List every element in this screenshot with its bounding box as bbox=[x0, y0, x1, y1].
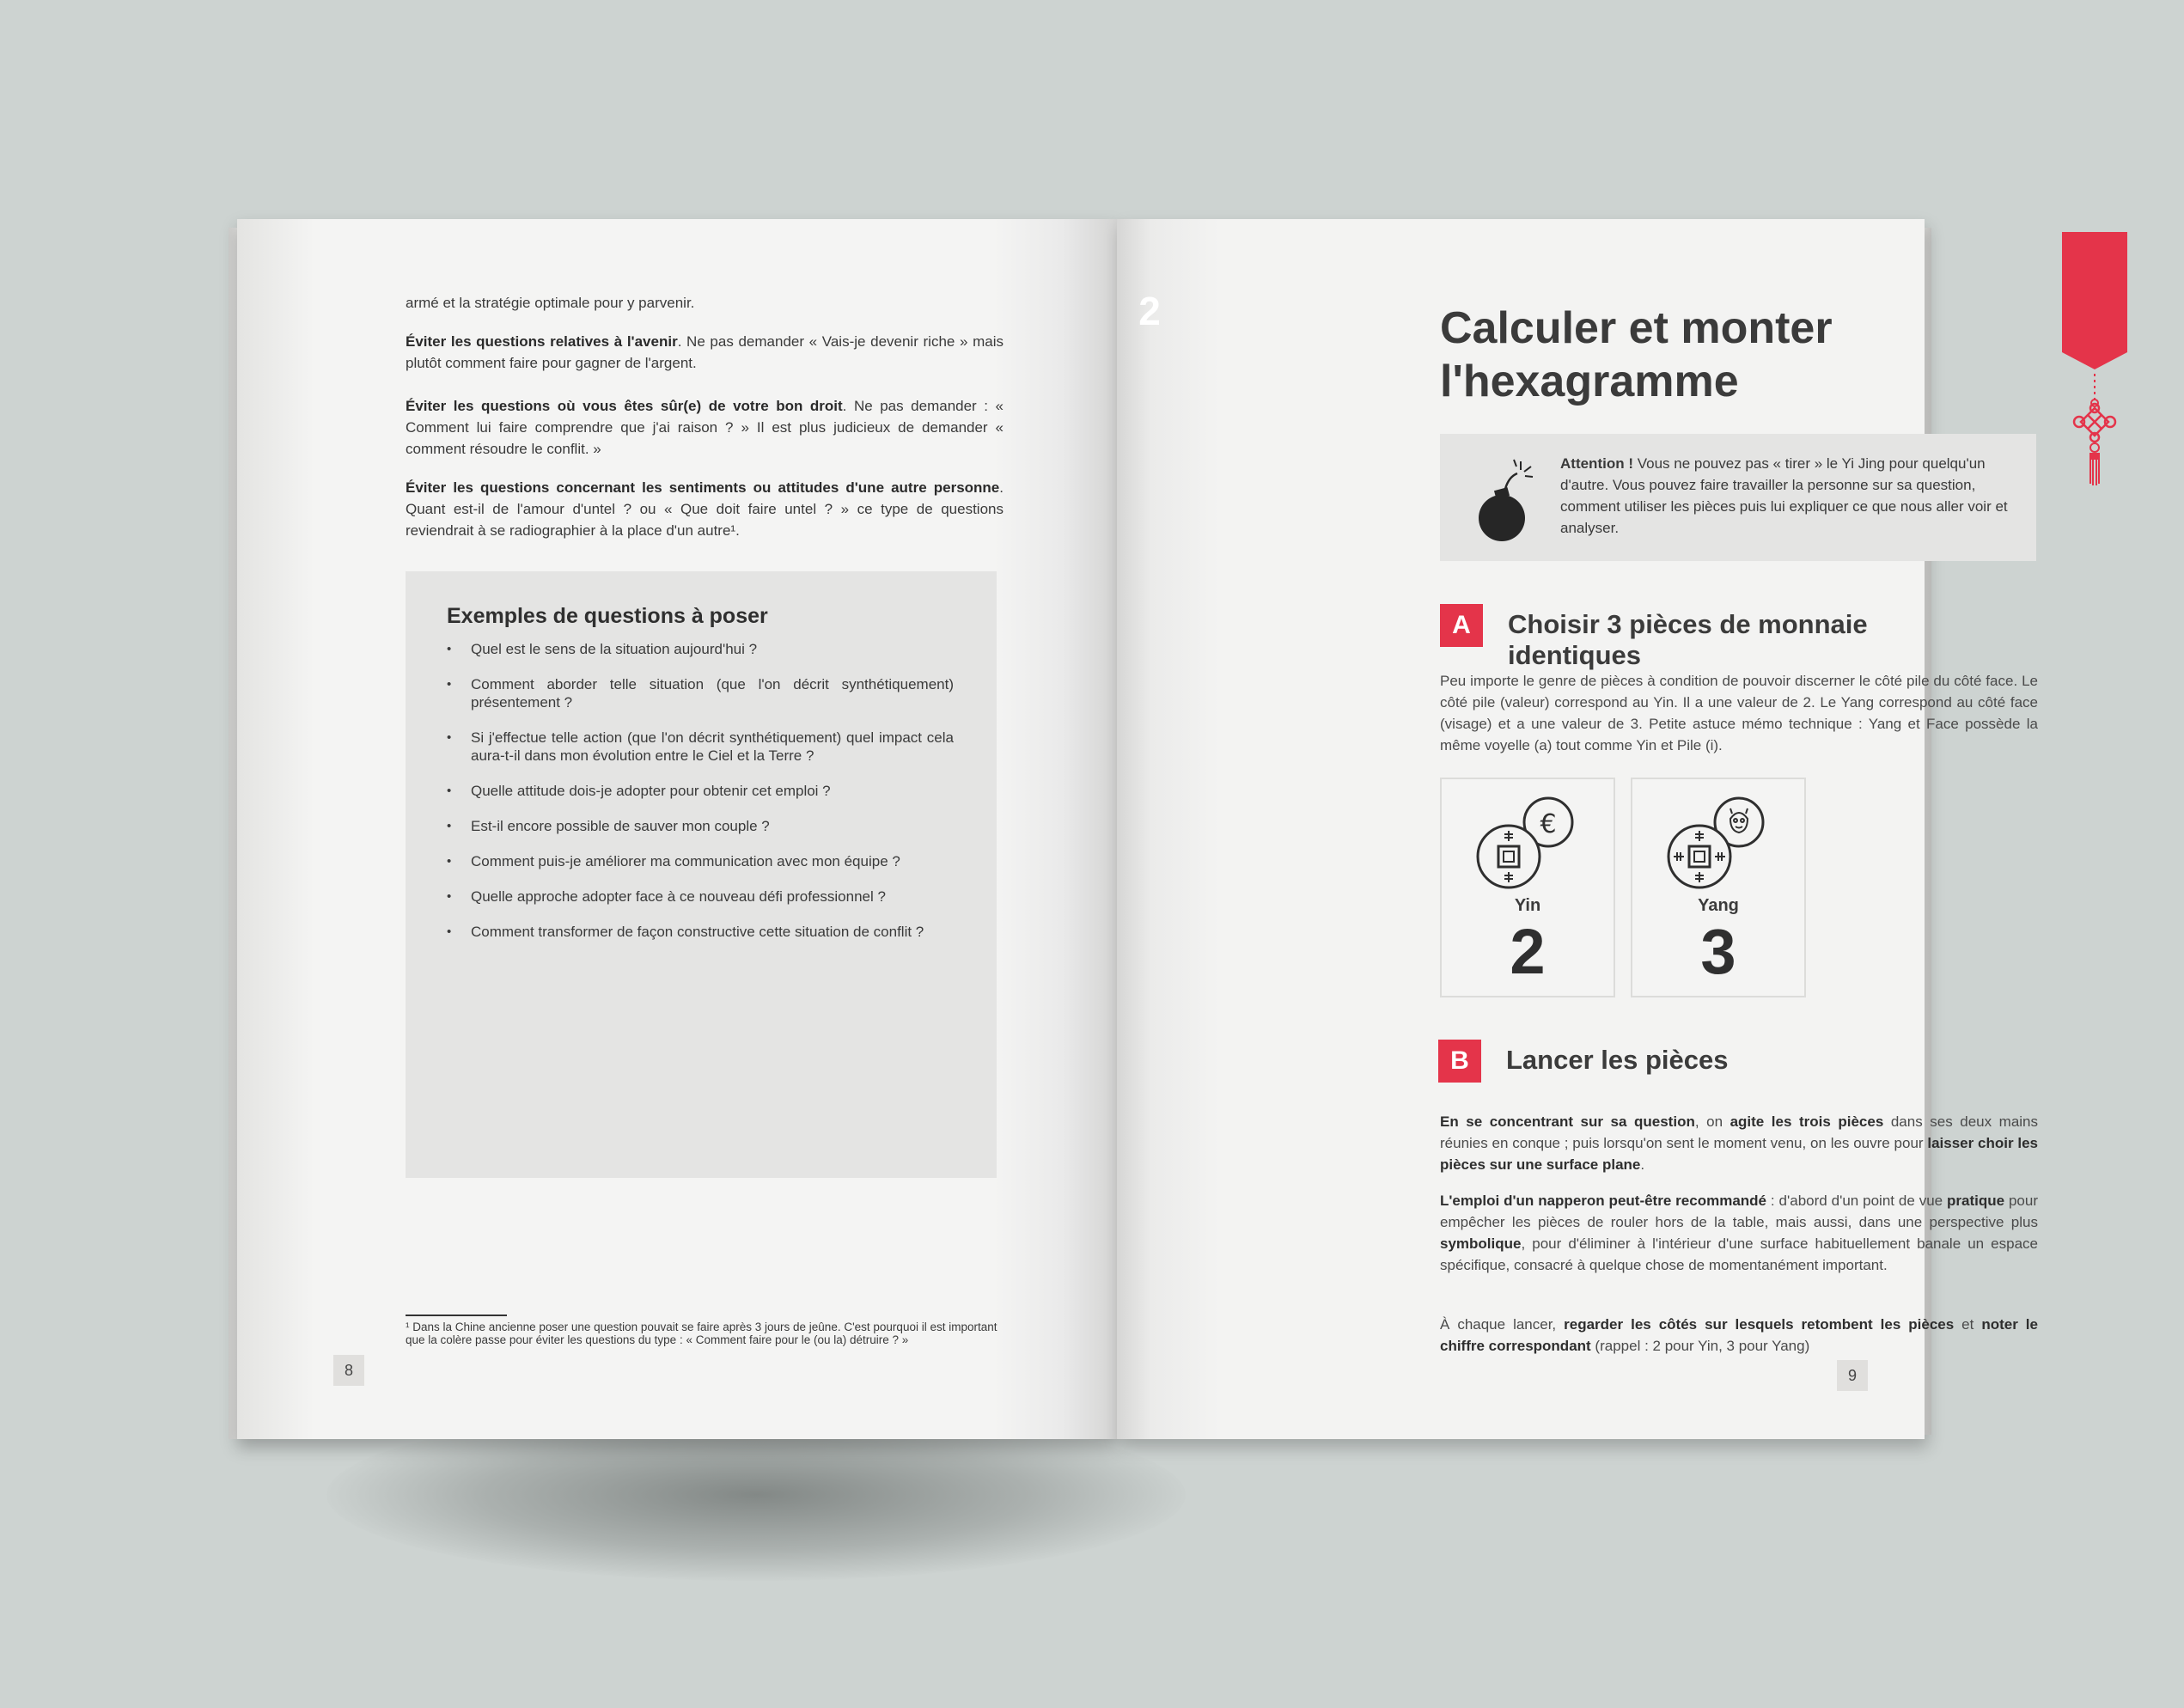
paragraph-avenir-text: . Ne pas demander « Vais-je devenir riche » mais plutôt comment faire pour gagner de l'argent. bbox=[406, 333, 1004, 371]
coin-card-yang bbox=[1631, 778, 1806, 997]
list-item-text: Comment aborder telle situation (que l'on décrit synthétiquement) présentement ? bbox=[471, 676, 954, 711]
attention-label: Attention ! bbox=[1560, 455, 1633, 472]
bullet: • bbox=[447, 889, 452, 904]
open-book bbox=[237, 219, 2039, 1448]
paragraph-bon-droit bbox=[406, 395, 1004, 460]
text-run: pratique bbox=[1947, 1193, 2005, 1209]
section-a-title: Choisir 3 pièces de monnaie identiques bbox=[1508, 609, 1868, 670]
coin-card-yin bbox=[1440, 778, 1615, 997]
text-run: , pour d'éliminer à l'intérieur d'une surface habituellement banale un espace spécifique, consacré à quelque chose de momentanément important. bbox=[1440, 1235, 2038, 1273]
list-item-text: Quelle attitude dois-je adopter pour obtenir cet emploi ? bbox=[471, 783, 831, 799]
text-run: , on bbox=[1694, 1113, 1730, 1130]
paragraph-avenir-bold: Éviter les questions relatives à l'avenir bbox=[406, 333, 678, 350]
paragraph-sentiments-bold: Éviter les questions concernant les sentiments ou attitudes d'une autre personne bbox=[406, 479, 1000, 496]
paragraph-sentiments bbox=[406, 477, 1004, 541]
bullet: • bbox=[447, 677, 452, 692]
bomb-icon bbox=[1471, 454, 1540, 549]
list-item bbox=[447, 817, 954, 835]
coin-yang-value: 3 bbox=[1700, 916, 1736, 987]
bullet: • bbox=[447, 730, 452, 745]
text-run: : d'abord d'un point de vue bbox=[1766, 1193, 1948, 1209]
coin-yin-value: 2 bbox=[1510, 916, 1546, 987]
attention-box bbox=[1440, 434, 2036, 561]
chapter-ribbon bbox=[2062, 232, 2127, 369]
right-page bbox=[1117, 219, 2039, 1439]
examples-list bbox=[447, 640, 954, 958]
chapter-title-line1: Calculer et monter bbox=[1440, 303, 1833, 353]
bullet: • bbox=[447, 642, 452, 656]
list-item bbox=[447, 729, 954, 765]
list-item bbox=[447, 640, 954, 658]
section-b-paragraph-2 bbox=[1440, 1190, 2038, 1276]
chapter-number: 2 bbox=[1138, 289, 1161, 333]
section-b-badge: B bbox=[1438, 1040, 1481, 1083]
bullet: • bbox=[447, 784, 452, 798]
list-item-text: Comment transformer de façon constructive cette situation de conflit ? bbox=[471, 924, 924, 940]
footnote-divider bbox=[406, 1315, 507, 1316]
list-item bbox=[447, 852, 954, 870]
list-item-text: Comment puis-je améliorer ma communication avec mon équipe ? bbox=[471, 853, 900, 869]
list-item bbox=[447, 782, 954, 800]
page-number-right: 9 bbox=[1837, 1360, 1868, 1391]
list-item bbox=[447, 923, 954, 941]
list-item-text: Quelle approche adopter face à ce nouveau défi professionnel ? bbox=[471, 888, 886, 905]
text-run: En se concentrant sur sa question bbox=[1440, 1113, 1695, 1130]
section-b-paragraph-1 bbox=[1440, 1111, 2038, 1175]
page-number-left: 8 bbox=[333, 1355, 364, 1386]
paragraph-avenir bbox=[406, 331, 1004, 374]
text-run: agite les trois pièces bbox=[1730, 1113, 1884, 1130]
list-item bbox=[447, 675, 954, 711]
coin-yin-icon bbox=[1467, 788, 1588, 900]
text-run: dans ses deux mains réunies en conque ; puis lorsqu'on sent le moment venu, on les ouvre pour bbox=[1440, 1113, 2038, 1151]
footnote: ¹ Dans la Chine ancienne poser une question pouvait se faire après 3 jours de jeûne. C'est pourquoi il est important que la colère passe pour éviter les questions du type : « Comment faire pour le (ou la) détruire ? » bbox=[406, 1321, 997, 1346]
chapter-title bbox=[1440, 302, 1887, 408]
intro-paragraph: armé et la stratégie optimale pour y parvenir. bbox=[406, 295, 695, 311]
text-run: . bbox=[1640, 1156, 1645, 1173]
coin-yang-icon bbox=[1658, 788, 1778, 900]
list-item-text: Si j'effectue telle action (que l'on décrit synthétiquement) quel impact cela aura-t-il dans mon évolution entre le Ciel et la Terre ? bbox=[471, 729, 954, 764]
attention-text bbox=[1560, 453, 2016, 539]
section-b-paragraph-3 bbox=[1440, 1314, 2038, 1357]
examples-title: Exemples de questions à poser bbox=[447, 604, 768, 628]
bullet: • bbox=[447, 924, 452, 939]
text-run: laisser choir les pièces sur une surface plane bbox=[1440, 1135, 2038, 1173]
list-item-text: Est-il encore possible de sauver mon couple ? bbox=[471, 818, 770, 834]
chinese-knot-icon bbox=[2067, 374, 2122, 520]
paragraph-bon-droit-text: . Ne pas demander : « Comment lui faire comprendre que j'ai raison ? » Il est plus judicieux de demander « comment résoudre le conflit. » bbox=[406, 398, 1004, 457]
paragraph-bon-droit-bold: Éviter les questions où vous êtes sûr(e) de votre bon droit bbox=[406, 398, 843, 414]
text-run: et bbox=[1954, 1316, 1982, 1333]
list-item-text: Quel est le sens de la situation aujourd'hui ? bbox=[471, 641, 758, 657]
text-run: À chaque lancer, bbox=[1440, 1316, 1565, 1333]
bullet: • bbox=[447, 854, 452, 869]
text-run: L'emploi d'un napperon peut-être recommandé bbox=[1440, 1193, 1767, 1209]
section-b-title: Lancer les pièces bbox=[1506, 1045, 1729, 1075]
coin-yang-label: Yang bbox=[1698, 896, 1739, 915]
text-run: noter le chiffre correspondant bbox=[1440, 1316, 2038, 1354]
coin-yin-label: Yin bbox=[1514, 896, 1541, 915]
attention-body: Vous ne pouvez pas « tirer » le Yi Jing pour quelqu'un d'autre. Vous pouvez faire travailler la personne sur sa question, comment utiliser les pièces puis lui expliquer ce que nous aller voir et analyser. bbox=[1560, 455, 2008, 536]
text-run: symbolique bbox=[1440, 1235, 1522, 1252]
text-run: regarder les côtés sur lesquels retombent les pièces bbox=[1564, 1316, 1955, 1333]
chapter-title-line2: l'hexagramme bbox=[1440, 357, 1739, 406]
bullet: • bbox=[447, 819, 452, 833]
coin-yin-symbol: € bbox=[1540, 809, 1557, 839]
paragraph-sentiments-text: . Quant est-il de l'amour d'untel ? ou « Que doit faire untel ? » ce type de questions reviendrait à se radiographier à la place d'un autre¹. bbox=[406, 479, 1004, 539]
left-page bbox=[237, 219, 1117, 1439]
list-item bbox=[447, 888, 954, 906]
section-a-badge: A bbox=[1440, 604, 1483, 647]
text-run: pour empêcher les pièces de rouler hors de la table, mais aussi, dans une perspective plus bbox=[1440, 1193, 2039, 1230]
section-a-text: Peu importe le genre de pièces à condition de pouvoir discerner le côté pile du côté face. Le côté pile (valeur) correspond au Yin. Il a une valeur de 2. Le Yang correspond au côté face (visage) et a une valeur de 3. Petite astuce mémo technique : Yang et Face possède la même voyelle (a) tout comme Yin et Pile (i). bbox=[1440, 673, 2038, 753]
text-run: (rappel : 2 pour Yin, 3 pour Yang) bbox=[1590, 1338, 1810, 1354]
examples-box bbox=[406, 571, 997, 1178]
